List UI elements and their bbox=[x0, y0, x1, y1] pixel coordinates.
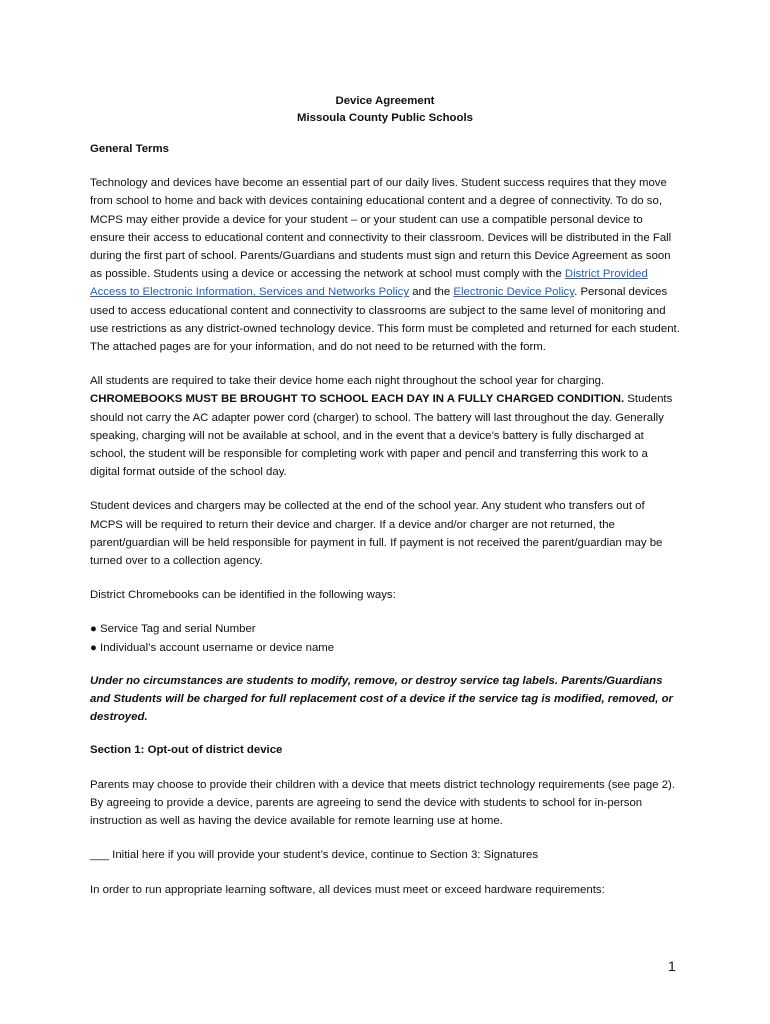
general-terms-heading: General Terms bbox=[90, 143, 169, 155]
document-subtitle: Missoula County Public Schools bbox=[297, 111, 473, 124]
identify-list bbox=[90, 620, 680, 656]
charging-text-2: Students should not carry the AC adapter power cord (charger) to school. The battery will last throughout the day. Generally speaking, charging will not be available at school, and in the event that a device’s battery is fully discharged at school, the student will be responsible for completing work with paper and pencil and transferring this work to a digital format outside of the school day. bbox=[90, 393, 673, 479]
electronic-device-policy-link[interactable]: Electronic Device Policy bbox=[453, 286, 575, 299]
district-access-policy-link[interactable]: District Provided Access to Electronic Information, Services and Networks Policy bbox=[90, 268, 648, 299]
document-title: Device Agreement bbox=[335, 95, 435, 107]
identify-intro: District Chromebooks can be identified in the following ways: bbox=[90, 589, 396, 602]
optout-paragraph: Parents may choose to provide their children with a device that meets district technology requirements (see page 2). By agreeing to provide a device, parents are agreeing to send the device with students to school for in-person instruction as well as having the device available for remote learning use at home. bbox=[90, 778, 676, 828]
collection-paragraph: Student devices and chargers may be collected at the end of the school year. Any student who transfers out of MCPS will be required to return their device and charger. If a device and/or charger are not returned, the parent/guardian will be held responsible for payment in full. If payment is not received the parent/guardian may be turned over to a collection agency. bbox=[90, 500, 663, 568]
intro-paragraph bbox=[90, 174, 680, 356]
intro-text-2: and the bbox=[409, 286, 454, 299]
page-number: 1 bbox=[668, 958, 676, 974]
intro-text-3: . Personal devices used to access educational content and connectivity to classrooms are subject to the same level of monitoring and use restrictions as any district-owned technology device. This form must be completed and returned for each student. The attached pages are for your information, and do not need to be returned with the form. bbox=[90, 286, 680, 354]
charging-text-1: All students are required to take their device home each night throughout the school year for charging. bbox=[90, 375, 605, 388]
list-item: ● Individual’s account username or device name bbox=[90, 641, 335, 654]
document-header bbox=[90, 93, 680, 126]
requirements-intro: In order to run appropriate learning software, all devices must meet or exceed hardware requirements: bbox=[90, 883, 605, 896]
initial-line: ___ Initial here if you will provide your student’s device, continue to Section 3: Signatures bbox=[90, 849, 539, 862]
section-1-heading: Section 1: Opt-out of district device bbox=[90, 744, 283, 757]
intro-text-1: Technology and devices have become an essential part of our daily lives. Student success requires that they move from school to home and back with devices containing educational content and a degree of connectivity. To do so, MCPS may either provide a device for your student – or your student can use a compatible personal device to ensure their access to educational content and connectivity to their classroom. Devices will be distributed in the Fall during the first part of school. Parents/Guardians and students must sign and return this Device Agreement as soon as possible. Students using a device or accessing the network at school must comply with the bbox=[90, 177, 672, 281]
list-item: ● Service Tag and serial Number bbox=[90, 623, 256, 636]
charging-bold-notice: CHROMEBOOKS MUST BE BROUGHT TO SCHOOL EACH DAY IN A FULLY CHARGED CONDITION. bbox=[90, 393, 625, 406]
service-tag-warning: Under no circumstances are students to modify, remove, or destroy service tag labels. Parents/Guardians and Students will be charged for full replacement cost of a device if the service tag is modified, removed, or destroyed. bbox=[90, 674, 673, 724]
document-body bbox=[90, 93, 680, 899]
charging-paragraph bbox=[90, 372, 680, 481]
